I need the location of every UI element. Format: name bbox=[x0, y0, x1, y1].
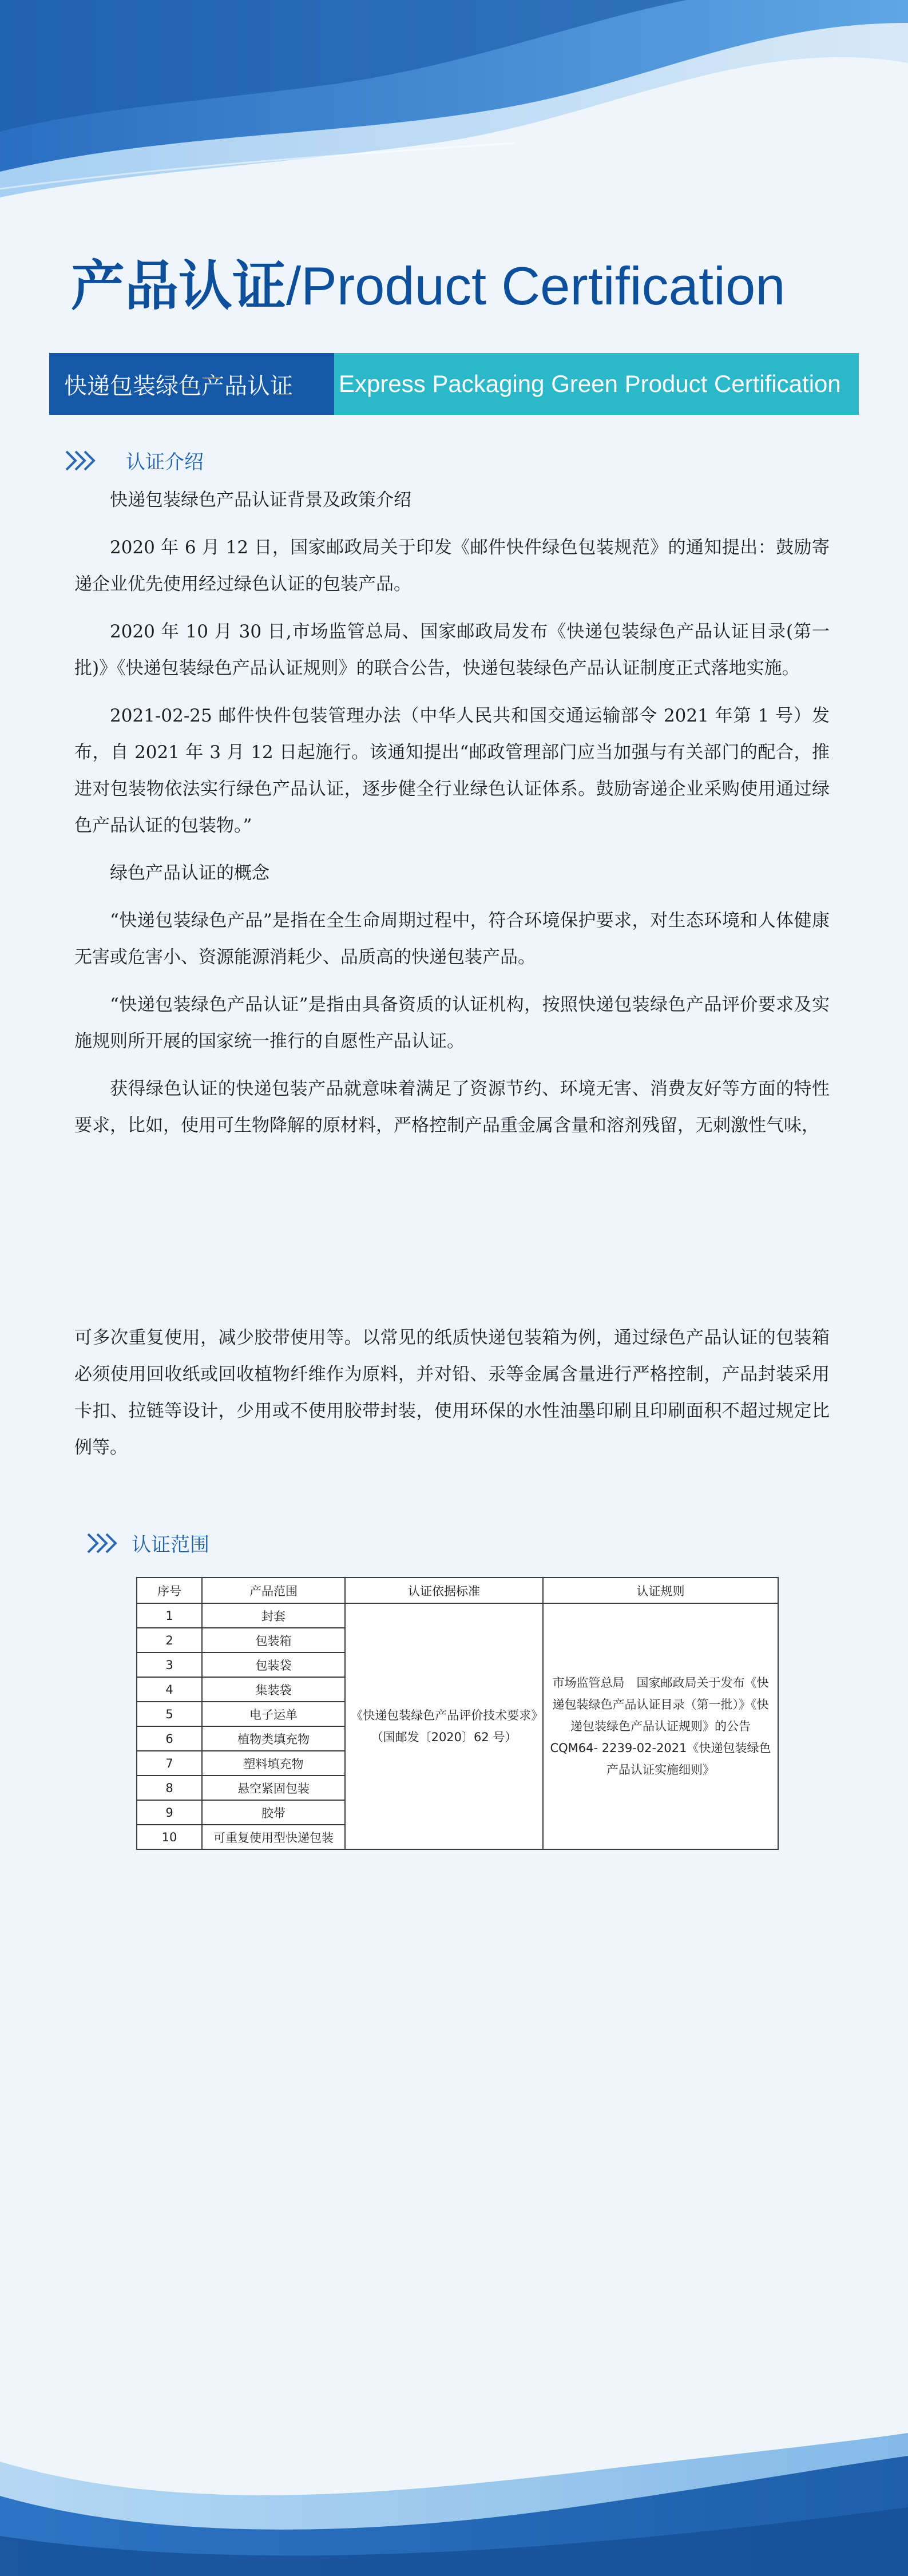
scope-heading bbox=[86, 1529, 209, 1557]
row-number: 4 bbox=[137, 1677, 202, 1702]
scope-table bbox=[136, 1577, 779, 1850]
row-number: 5 bbox=[137, 1702, 202, 1726]
row-number: 6 bbox=[137, 1726, 202, 1751]
banner-en-label: Express Packaging Green Product Certification bbox=[334, 353, 859, 415]
table-header-row bbox=[137, 1578, 778, 1603]
column-header: 产品范围 bbox=[202, 1578, 345, 1603]
intro-paragraph: “快递包装绿色产品认证”是指由具备资质的认证机构，按照快递包装绿色产品评价要求及实施规则所开展的国家统一推行的自愿性产品认证。 bbox=[74, 994, 830, 1052]
intro-heading-label: 认证介绍 bbox=[126, 451, 204, 474]
column-header: 认证规则 bbox=[543, 1578, 778, 1603]
intro-paragraph: 2021-02-25 邮件快件包装管理办法（中华人民共和国交通运输部令 2021 年第 1 号）发布，自 2021 年 3 月 12 日起施行。该通知提出“邮政管理部门应当加强与有关部门的配合，推进对包装物依法实行绿色产品认证，逐步健全行业绿色认证体系。鼓励寄递企业采购使用通过绿色产品认证的包装物。” bbox=[74, 706, 830, 836]
intro-continuation bbox=[74, 1319, 830, 1477]
rule-cell: 市场监管总局 国家邮政局关于发布《快递包装绿色产品认证目录（第一批）》《快递包装绿色产品认证规则》的公告 CQM64- 2239-02-2021《快递包装绿色产品认证实施细则》 bbox=[543, 1603, 778, 1849]
scope-table-wrap bbox=[136, 1577, 778, 1850]
standard-cell: 《快递包装绿色产品评价技术要求》（国邮发〔2020〕62 号） bbox=[345, 1603, 543, 1849]
page-title bbox=[71, 252, 786, 321]
product-scope: 包装袋 bbox=[202, 1652, 345, 1677]
double-chevron-icon bbox=[64, 449, 101, 472]
scope-heading-label: 认证范围 bbox=[132, 1533, 209, 1556]
column-header: 序号 bbox=[137, 1578, 202, 1603]
section-banner bbox=[49, 353, 859, 415]
product-scope: 集装袋 bbox=[202, 1677, 345, 1702]
product-scope: 包装箱 bbox=[202, 1628, 345, 1652]
row-number: 9 bbox=[137, 1800, 202, 1825]
row-number: 7 bbox=[137, 1751, 202, 1776]
intro-paragraph: 绿色产品认证的概念 bbox=[110, 863, 269, 883]
product-scope: 电子运单 bbox=[202, 1702, 345, 1726]
row-number: 10 bbox=[137, 1825, 202, 1849]
intro-text bbox=[74, 482, 830, 1155]
intro-paragraph: 快递包装绿色产品认证背景及政策介绍 bbox=[110, 490, 411, 510]
intro-continuation-paragraph: 可多次重复使用，减少胶带使用等。以常见的纸质快递包装箱为例，通过绿色产品认证的包装箱必须使用回收纸或回收植物纤维作为原料，并对铅、汞等金属含量进行严格控制，产品封装采用卡扣、拉链等设计，少用或不使用胶带封装，使用环保的水性油墨印刷且印刷面积不超过规定比例等。 bbox=[74, 1327, 830, 1458]
row-number: 2 bbox=[137, 1628, 202, 1652]
product-scope: 封套 bbox=[202, 1603, 345, 1628]
product-scope: 悬空紧固包装 bbox=[202, 1776, 345, 1800]
page-title-en: /Product Certification bbox=[286, 256, 786, 316]
product-scope: 塑料填充物 bbox=[202, 1751, 345, 1776]
row-number: 1 bbox=[137, 1603, 202, 1628]
double-chevron-icon bbox=[86, 1532, 122, 1555]
top-wave-decoration bbox=[0, 0, 908, 206]
table-row bbox=[137, 1603, 778, 1628]
product-scope: 可重复使用型快递包装 bbox=[202, 1825, 345, 1849]
intro-paragraph: 2020 年 6 月 12 日，国家邮政局关于印发《邮件快件绿色包装规范》的通知提出：鼓励寄递企业优先使用经过绿色认证的包装产品。 bbox=[74, 537, 830, 595]
intro-paragraph: 获得绿色认证的快递包装产品就意味着满足了资源节约、环境无害、消费友好等方面的特性要求，比如，使用可生物降解的原材料，严格控制产品重金属含量和溶剂残留，无刺激性气味， bbox=[74, 1079, 830, 1136]
row-number: 8 bbox=[137, 1776, 202, 1800]
row-number: 3 bbox=[137, 1652, 202, 1677]
intro-paragraph: 2020 年 10 月 30 日,市场监管总局、国家邮政局发布《快递包装绿色产品认证目录(第一批)》《快递包装绿色产品认证规则》的联合公告，快递包装绿色产品认证制度正式落地实施。 bbox=[74, 621, 830, 679]
product-scope: 胶带 bbox=[202, 1800, 345, 1825]
intro-heading bbox=[64, 446, 204, 474]
banner-cn-label: 快递包装绿色产品认证 bbox=[49, 353, 334, 415]
column-header: 认证依据标准 bbox=[345, 1578, 543, 1603]
bottom-wave-decoration bbox=[0, 2427, 908, 2576]
page-title-cn: 产品认证 bbox=[71, 255, 287, 318]
product-scope: 植物类填充物 bbox=[202, 1726, 345, 1751]
intro-paragraph: “快递包装绿色产品”是指在全生命周期过程中，符合环境保护要求，对生态环境和人体健康无害或危害小、资源能源消耗少、品质高的快递包装产品。 bbox=[74, 910, 830, 968]
